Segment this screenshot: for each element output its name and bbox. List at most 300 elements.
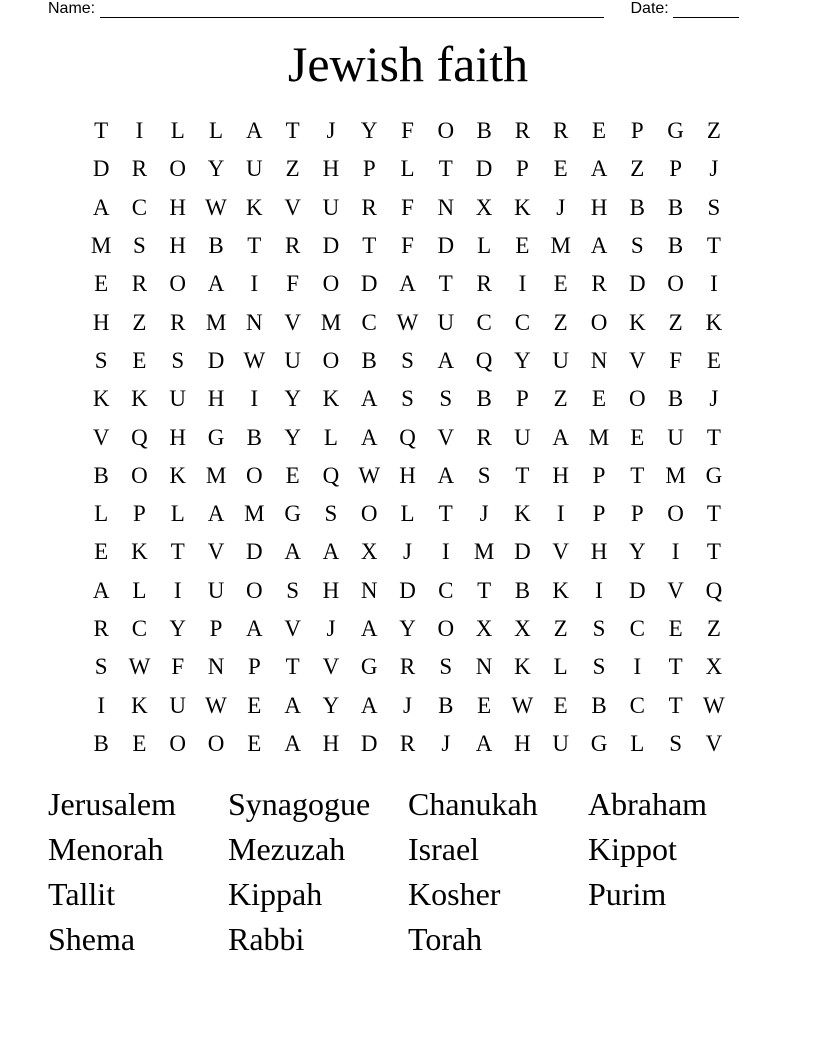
grid-letter: Z	[706, 616, 721, 641]
grid-letter: H	[207, 386, 225, 412]
grid-letter: D	[360, 730, 378, 756]
grid-letter: H	[322, 730, 340, 756]
grid-letter: O	[360, 501, 378, 527]
grid-letter: H	[552, 462, 570, 488]
grid-letter: K	[514, 194, 531, 220]
grid-letter: Y	[360, 118, 378, 144]
grid-letter: C	[131, 616, 148, 641]
grid-letter: E	[477, 692, 492, 718]
grid-letter: J	[326, 616, 336, 641]
grid-letter: O	[590, 309, 608, 335]
grid-letter: E	[553, 271, 568, 297]
grid-letter: T	[170, 539, 185, 565]
grid-letter: V	[552, 539, 570, 565]
grid-letter: R	[514, 118, 531, 144]
name-label: Name:	[48, 0, 96, 17]
grid-letter: W	[128, 654, 151, 680]
grid-letter: H	[514, 730, 531, 756]
grid-letter: R	[361, 194, 377, 220]
word-bank-item: Torah	[408, 921, 483, 957]
grid-letter: X	[705, 654, 723, 680]
grid-letter: T	[668, 692, 683, 718]
grid-letter: V	[284, 309, 301, 335]
grid-letter: O	[246, 462, 263, 488]
grid-letter: S	[592, 654, 606, 680]
grid-letter: T	[362, 233, 377, 259]
grid-letter: O	[437, 616, 455, 641]
grid-letter: M	[90, 233, 112, 259]
grid-letter: L	[400, 501, 415, 527]
grid-letter: S	[286, 577, 300, 603]
grid-letter: X	[475, 194, 493, 220]
grid-letter: H	[590, 194, 608, 220]
grid-letter: B	[476, 118, 492, 144]
grid-letter: U	[169, 692, 187, 718]
grid-letter: P	[630, 501, 644, 527]
grid-letter: Y	[169, 616, 187, 641]
grid-letter: Y	[207, 156, 225, 182]
grid-letter: A	[360, 616, 378, 641]
grid-letter: D	[628, 271, 646, 297]
grid-letter: N	[207, 654, 225, 680]
word-bank-item: Kosher	[408, 876, 501, 912]
grid-letter: C	[629, 616, 645, 641]
grid-letter: C	[514, 309, 531, 335]
grid-letter: B	[514, 577, 531, 603]
name-field[interactable]	[100, 3, 604, 18]
grid-letter: S	[439, 654, 453, 680]
grid-letter: T	[706, 539, 721, 565]
grid-letter: D	[475, 156, 493, 182]
grid-letter: A	[284, 539, 301, 565]
grid-letter: Q	[399, 424, 416, 450]
grid-letter: S	[401, 386, 414, 412]
grid-letter: F	[401, 194, 414, 220]
grid-letter: X	[475, 616, 493, 641]
grid-letter: I	[710, 271, 718, 297]
word-bank-item: Chanukah	[408, 786, 538, 822]
grid-letter: N	[437, 194, 455, 220]
grid-letter: F	[669, 347, 682, 373]
grid-letter: Z	[668, 309, 683, 335]
grid-letter: H	[169, 194, 187, 220]
grid-letter: V	[284, 616, 301, 641]
grid-letter: M	[205, 462, 227, 488]
grid-letter: Q	[475, 347, 493, 373]
grid-letter: A	[590, 233, 608, 259]
grid-letter: J	[403, 692, 412, 718]
grid-letter: M	[244, 501, 265, 527]
grid-letter: K	[514, 654, 531, 680]
grid-letter: S	[477, 462, 491, 488]
grid-letter: Q	[705, 577, 723, 603]
grid-letter: K	[322, 386, 340, 412]
grid-letter: N	[475, 654, 493, 680]
grid-letter: O	[667, 501, 684, 527]
grid-letter: H	[399, 462, 416, 488]
grid-letter: P	[516, 386, 529, 412]
word-bank-item: Rabbi	[228, 921, 305, 957]
grid-letter: O	[628, 386, 646, 412]
grid-letter: I	[518, 271, 527, 297]
grid-letter: E	[247, 730, 262, 756]
grid-letter: A	[284, 692, 301, 718]
grid-letter: C	[361, 309, 377, 335]
grid-letter: H	[590, 539, 608, 565]
grid-letter: H	[169, 424, 187, 450]
grid-letter: V	[667, 577, 684, 603]
grid-letter: M	[473, 539, 495, 565]
grid-letter: T	[630, 462, 645, 488]
grid-letter: I	[595, 577, 603, 603]
grid-letter: J	[479, 501, 489, 527]
grid-letter: V	[705, 730, 723, 756]
grid-letter: X	[514, 616, 531, 641]
grid-letter: Y	[628, 539, 646, 565]
grid-letter: H	[169, 233, 187, 259]
grid-letter: E	[247, 692, 262, 718]
grid-letter: K	[131, 539, 148, 565]
grid-letter: W	[243, 347, 266, 373]
grid-letter: A	[284, 730, 301, 756]
grid-letter: S	[707, 194, 721, 220]
grid-letter: J	[441, 730, 451, 756]
grid-letter: G	[207, 424, 225, 450]
grid-letter: E	[706, 347, 721, 373]
grid-letter: H	[322, 156, 340, 182]
grid-letter: D	[399, 577, 416, 603]
grid-letter: P	[362, 156, 376, 182]
word-bank-item: Abraham	[588, 786, 708, 822]
grid-letter: A	[92, 577, 110, 603]
grid-letter: Y	[399, 616, 416, 641]
grid-letter: R	[399, 730, 416, 756]
grid-letter: S	[669, 730, 682, 756]
grid-letter: D	[360, 271, 378, 297]
grid-letter: U	[169, 386, 187, 412]
grid-letter: O	[169, 156, 187, 182]
grid-letter: K	[169, 462, 187, 488]
date-label: Date:	[630, 0, 669, 17]
grid-letter: A	[360, 386, 378, 412]
grid-letter: T	[706, 501, 721, 527]
grid-letter: Y	[322, 692, 340, 718]
grid-letter: G	[360, 654, 378, 680]
grid-letter: D	[628, 577, 646, 603]
grid-letter: G	[590, 730, 608, 756]
grid-letter: R	[93, 616, 109, 641]
grid-letter: R	[131, 156, 148, 182]
grid-letter: M	[320, 309, 342, 335]
grid-letter: I	[97, 692, 105, 718]
grid-letter: L	[170, 501, 185, 527]
grid-letter: E	[553, 156, 568, 182]
grid-letter: N	[246, 309, 263, 335]
grid-letter: O	[322, 271, 340, 297]
grid-letter: S	[439, 386, 453, 412]
grid-letter: I	[250, 271, 259, 297]
grid-letter: D	[207, 347, 225, 373]
grid-letter: Y	[284, 386, 301, 412]
grid-letter: R	[131, 271, 148, 297]
grid-letter: B	[667, 194, 684, 220]
grid-letter: L	[323, 424, 338, 450]
grid-letter: W	[358, 462, 381, 488]
grid-letter: K	[131, 692, 148, 718]
grid-letter: Z	[553, 616, 568, 641]
word-bank-item: Shema	[48, 921, 136, 957]
grid-letter: M	[205, 309, 227, 335]
grid-letter: W	[205, 194, 227, 220]
grid-letter: P	[516, 156, 529, 182]
grid-letter: E	[630, 424, 645, 450]
grid-letter: E	[132, 730, 147, 756]
grid-letter: H	[322, 577, 340, 603]
grid-letter: A	[437, 347, 455, 373]
grid-letter: T	[94, 118, 109, 144]
grid-letter: F	[401, 118, 414, 144]
grid-letter: L	[553, 654, 568, 680]
grid-letter: T	[285, 118, 300, 144]
grid-letter: R	[170, 309, 186, 335]
grid-letter: R	[591, 271, 607, 297]
grid-letter: K	[514, 501, 531, 527]
grid-letter: S	[171, 347, 185, 373]
grid-letter: B	[591, 692, 607, 718]
grid-letter: L	[630, 730, 645, 756]
grid-letter: Z	[132, 309, 147, 335]
grid-letter: B	[246, 424, 262, 450]
grid-letter: S	[324, 501, 338, 527]
grid-letter: A	[360, 692, 378, 718]
word-bank-item: Synagogue	[228, 786, 371, 822]
grid-letter: T	[706, 233, 721, 259]
grid-letter: Z	[630, 156, 645, 182]
grid-letter: K	[92, 386, 110, 412]
grid-letter: E	[591, 386, 607, 412]
grid-letter: P	[133, 501, 146, 527]
word-bank-item: Purim	[588, 876, 667, 912]
grid-letter: B	[208, 233, 224, 259]
word-bank-item: Mezuzah	[228, 831, 346, 867]
grid-letter: T	[247, 233, 262, 259]
grid-letter: P	[630, 118, 644, 144]
grid-letter: A	[246, 616, 263, 641]
grid-letter: A	[246, 118, 263, 144]
grid-letter: S	[592, 616, 606, 641]
grid-letter: V	[322, 654, 340, 680]
grid-letter: I	[173, 577, 182, 603]
grid-letter: U	[667, 424, 684, 450]
grid-letter: Q	[131, 424, 148, 450]
grid-letter: K	[552, 577, 570, 603]
word-bank-item: Tallit	[48, 876, 116, 912]
grid-letter: B	[667, 386, 684, 412]
grid-letter: U	[552, 347, 570, 373]
grid-letter: J	[556, 194, 566, 220]
grid-letter: Z	[553, 386, 568, 412]
grid-letter: T	[438, 156, 453, 182]
grid-letter: P	[592, 462, 606, 488]
grid-letter: D	[322, 233, 340, 259]
grid-letter: T	[668, 654, 683, 680]
grid-letter: G	[667, 118, 684, 144]
grid-letter: S	[133, 233, 146, 259]
grid-letter: U	[552, 730, 570, 756]
grid-letter: A	[207, 501, 225, 527]
grid-letter: L	[170, 118, 185, 144]
date-field[interactable]	[673, 3, 739, 18]
grid-letter: A	[92, 194, 110, 220]
word-bank-item: Menorah	[48, 831, 164, 867]
grid-letter: B	[361, 347, 377, 373]
letter-grid	[82, 112, 733, 763]
grid-letter: L	[400, 156, 415, 182]
grid-letter: R	[284, 233, 301, 259]
grid-letter: D	[92, 156, 110, 182]
grid-letter: E	[668, 616, 683, 641]
grid-letter: J	[326, 118, 336, 144]
grid-letter: L	[94, 501, 109, 527]
grid-letter: U	[437, 309, 455, 335]
grid-letter: T	[285, 654, 300, 680]
grid-letter: V	[284, 194, 301, 220]
grid-letter: A	[360, 424, 378, 450]
grid-letter: P	[669, 156, 682, 182]
grid-letter: W	[205, 692, 227, 718]
grid-letter: E	[591, 118, 607, 144]
grid-letter: O	[169, 730, 187, 756]
grid-letter: T	[515, 462, 530, 488]
grid-letter: C	[629, 692, 645, 718]
grid-letter: U	[514, 424, 531, 450]
word-bank-item: Israel	[408, 831, 480, 867]
grid-letter: A	[590, 156, 608, 182]
grid-letter: P	[592, 501, 606, 527]
grid-letter: O	[246, 577, 263, 603]
grid-letter: O	[169, 271, 187, 297]
grid-letter: R	[399, 654, 416, 680]
grid-letter: S	[94, 347, 108, 373]
grid-letter: E	[94, 271, 109, 297]
grid-letter: Y	[514, 347, 531, 373]
grid-letter: V	[437, 424, 455, 450]
word-bank	[48, 782, 768, 962]
header-row	[48, 0, 739, 18]
grid-letter: U	[284, 347, 301, 373]
grid-letter: N	[360, 577, 378, 603]
grid-letter: B	[667, 233, 684, 259]
word-bank-item: Kippah	[228, 876, 323, 912]
grid-letter: I	[556, 501, 565, 527]
grid-letter: K	[131, 386, 148, 412]
grid-letter: P	[209, 616, 223, 641]
grid-letter: D	[437, 233, 455, 259]
grid-letter: I	[441, 539, 450, 565]
grid-letter: T	[438, 501, 453, 527]
grid-letter: C	[438, 577, 454, 603]
grid-letter: D	[514, 539, 531, 565]
grid-letter: O	[131, 462, 148, 488]
grid-letter: A	[475, 730, 493, 756]
grid-letter: F	[171, 654, 185, 680]
grid-letter: B	[93, 462, 109, 488]
grid-letter: R	[476, 271, 492, 297]
word-bank-item: Jerusalem	[48, 786, 176, 822]
grid-letter: Y	[284, 424, 301, 450]
grid-letter: R	[476, 424, 492, 450]
grid-letter: R	[553, 118, 569, 144]
grid-letter: D	[246, 539, 263, 565]
grid-letter: M	[588, 424, 610, 450]
grid-letter: B	[438, 692, 454, 718]
grid-letter: O	[437, 118, 455, 144]
grid-letter: W	[396, 309, 419, 335]
grid-letter: K	[705, 309, 723, 335]
grid-letter: O	[667, 271, 684, 297]
grid-letter: A	[552, 424, 570, 450]
grid-letter: T	[438, 271, 453, 297]
grid-letter: L	[209, 118, 224, 144]
grid-letter: T	[477, 577, 492, 603]
grid-letter: Z	[285, 156, 300, 182]
grid-letter: P	[247, 654, 261, 680]
grid-letter: E	[285, 462, 300, 488]
grid-letter: S	[94, 654, 108, 680]
grid-letter: B	[629, 194, 645, 220]
grid-letter: A	[207, 271, 225, 297]
grid-letter: S	[401, 347, 414, 373]
grid-letter: Z	[706, 118, 721, 144]
grid-letter: E	[132, 347, 147, 373]
grid-letter: O	[207, 730, 225, 756]
grid-letter: N	[590, 347, 608, 373]
grid-letter: W	[703, 692, 725, 718]
page-title: Jewish faith	[287, 36, 529, 92]
grid-letter: B	[93, 730, 109, 756]
grid-letter: J	[403, 539, 412, 565]
grid-letter: K	[246, 194, 263, 220]
grid-letter: O	[322, 347, 340, 373]
grid-letter: X	[360, 539, 378, 565]
grid-letter: G	[705, 462, 723, 488]
grid-letter: G	[284, 501, 301, 527]
grid-letter: V	[628, 347, 646, 373]
grid-letter: S	[630, 233, 644, 259]
grid-letter: U	[246, 156, 263, 182]
grid-letter: V	[92, 424, 110, 450]
grid-letter: L	[132, 577, 147, 603]
grid-letter: Q	[322, 462, 340, 488]
grid-letter: C	[131, 194, 148, 220]
word-bank-item: Kippot	[588, 831, 677, 867]
grid-letter: T	[706, 424, 721, 450]
grid-letter: F	[286, 271, 300, 297]
grid-letter: J	[709, 386, 719, 412]
grid-letter: A	[322, 539, 340, 565]
grid-letter: L	[477, 233, 492, 259]
grid-letter: E	[94, 539, 109, 565]
grid-letter: E	[553, 692, 568, 718]
grid-letter: E	[515, 233, 530, 259]
grid-letter: V	[207, 539, 225, 565]
grid-letter: M	[550, 233, 571, 259]
grid-letter: I	[135, 118, 144, 144]
grid-letter: Z	[553, 309, 568, 335]
grid-letter: H	[92, 309, 110, 335]
grid-letter: M	[665, 462, 686, 488]
grid-letter: I	[671, 539, 680, 565]
